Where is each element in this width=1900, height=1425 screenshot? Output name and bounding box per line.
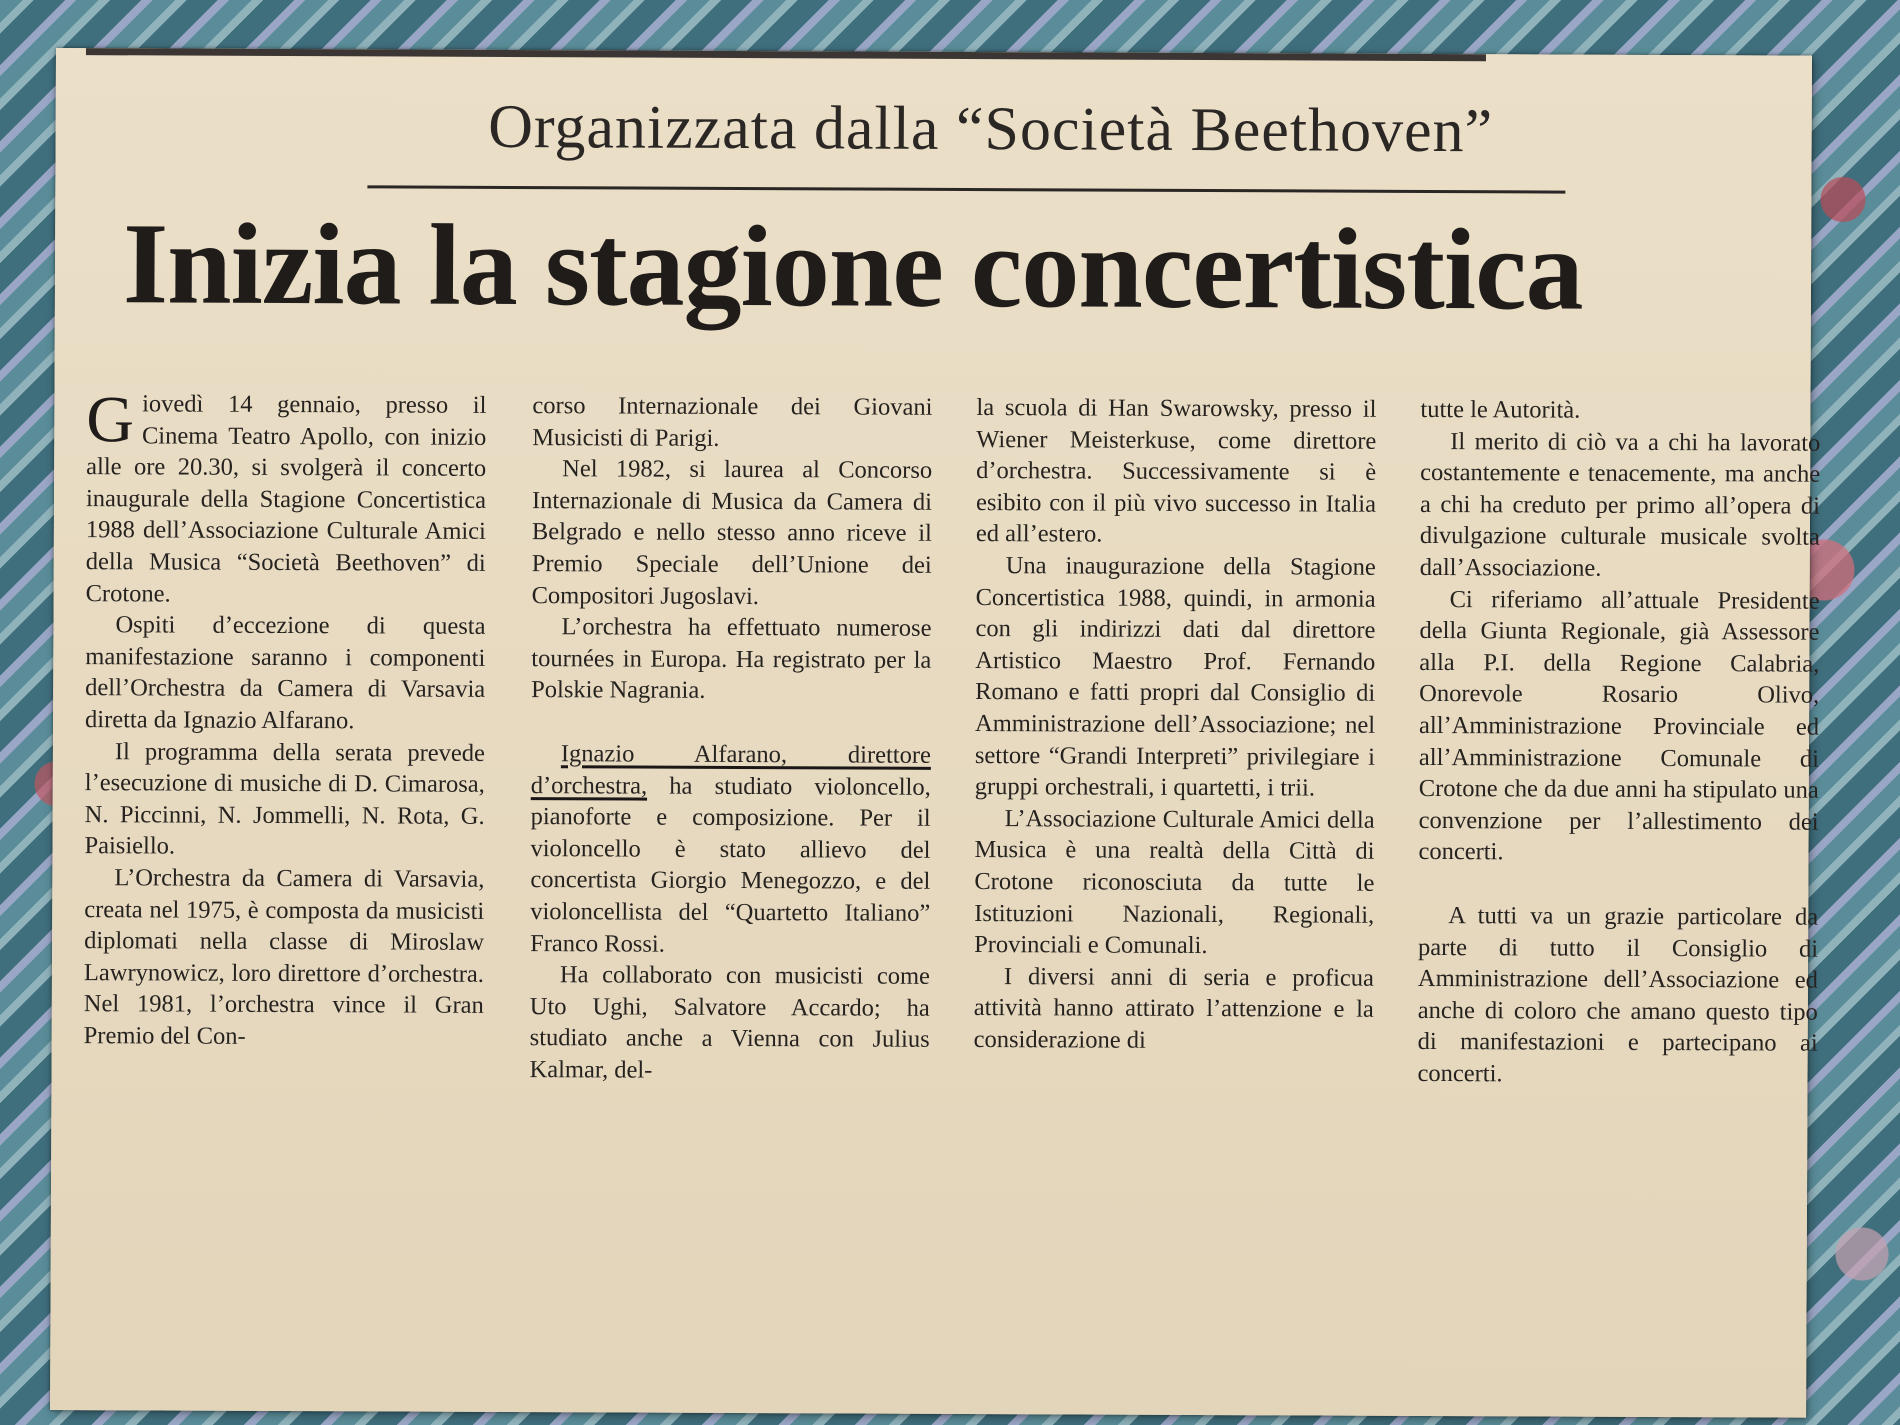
paragraph-text: iovedì 14 gennaio, presso il Cinema Teatro Apollo, con inizio alle ore 20.30, si svolgerà il concerto inaugurale della Stagione Concertistica 1988 dell’Associazione Culturale Amici della Musica “Società Beethoven” di Crotone.: [85, 390, 487, 608]
paragraph: Ospiti d’eccezione di questa manifestazione saranno i componenti dell’Orchestra da Camera di Varsavia diretta da Ignazio Alfarano.: [85, 611, 486, 735]
top-rule: [86, 48, 1486, 61]
paragraph: tutte le Autorità.: [1420, 395, 1581, 424]
paragraph: Nel 1982, si laurea al Concorso Internazionale di Musica da Camera di Belgrado e nello stesso anno riceve il Premio Speciale dell’Unione dei Compositori Jugoslavi.: [531, 455, 933, 610]
paragraph: Ha collaborato con musicisti come Uto Ughi, Salvatore Accardo; ha studiato anche a Vienna con Julius Kalmar, del-: [529, 961, 931, 1084]
paragraph: [530, 738, 931, 961]
paragraph: la scuola di Han Swarowsky, presso il Wiener Meisterkuse, come direttore d’orchestra. Successivamente si è esibito con il più vivo successo in Italia ed all’estero.: [975, 394, 1377, 548]
paragraph: Una inaugurazione della Stagione Concertistica 1988, quindi, in armonia con gli indirizzi dati dal direttore Artistico Maestro Prof. Fernando Romano e fatti propri dal Consiglio di Amministrazione dell’Associazione; nel settore “Grandi Interpreti” privilegiare i gruppi orchestrali, i quartetti, i trii.: [974, 552, 1376, 802]
paragraph: Il programma della serata prevede l’esecuzione di musiche di D. Cimarosa, N. Piccinni, N. Jommelli, N. Rota, G. Paisiello.: [84, 737, 485, 860]
article-columns: [50, 383, 1821, 1396]
paragraph: Ci riferiamo all’attuale Presidente della Giunta Regionale, già Assessore alla P.I. della Regione Calabria, Onorevole Rosario Olivo, all’Amministrazione Provinciale ed all’Amministrazione Comunale di Crotone che da due anni ha stipulato una convenzione per l’allestimento dei concerti.: [1418, 585, 1820, 866]
paragraph: L’Orchestra da Camera di Varsavia, creata nel 1975, è composta da musicisti diplomati nella classe di Miroslaw Lawrynowicz, loro direttore d’orchestra. Nel 1981, l’orchestra vince il Gran Premio del Con-: [83, 864, 485, 1050]
paragraph: L’orchestra ha effettuato numerose tournées in Europa. Ha registrato per la Polskie Nagrania.: [531, 613, 932, 705]
column-4: [1417, 394, 1820, 1091]
newspaper-clipping: [50, 48, 1821, 1418]
paragraph: I diversi anni di seria e proficua attività hanno attirato l’attenzione e la considerazione di: [973, 962, 1375, 1054]
paragraph: [85, 383, 487, 611]
kicker-title: Organizzata dalla “Società Beethoven”: [488, 92, 1494, 166]
paragraph: corso Internazionale dei Giovani Musicisti di Parigi.: [532, 392, 933, 452]
kicker-underline: [367, 185, 1565, 193]
column-2: [529, 390, 932, 1087]
column-1: [83, 383, 487, 1053]
paragraph: A tutti va un grazie particolare da parte di tutto il Consiglio di Amministrazione dell’Associazione ed anche di coloro che amano questo tipo di manifestazioni e partecipano ai concerti.: [1417, 901, 1819, 1088]
paragraph-text: ha studiato violoncello, pianoforte e composizione. Per il violoncello è stato allievo del concertista Giorgio Menegozzo, e del violoncellista del “Quartetto Italiano” Franco Rossi.: [530, 772, 931, 958]
underlined-text: Ignazio Alfarano, direttore d’orchestra,: [530, 740, 931, 800]
paragraph: Il merito di ciò va a chi ha lavorato costantemente e tenacemente, ma anche a chi ha creduto per primo all’opera di divulgazione culturale musicale svolta dall’Associazione.: [1419, 427, 1821, 582]
drop-cap: G: [86, 383, 135, 457]
paragraph: L’Associazione Culturale Amici della Musica è una realtà della Città di Crotone riconosciuta da tutte le Istituzioni Nazionali, Regionali, Provinciali e Comunali.: [974, 804, 1375, 960]
headline: Inizia la stagione concertistica: [122, 200, 1583, 335]
column-3: [974, 392, 1377, 1057]
